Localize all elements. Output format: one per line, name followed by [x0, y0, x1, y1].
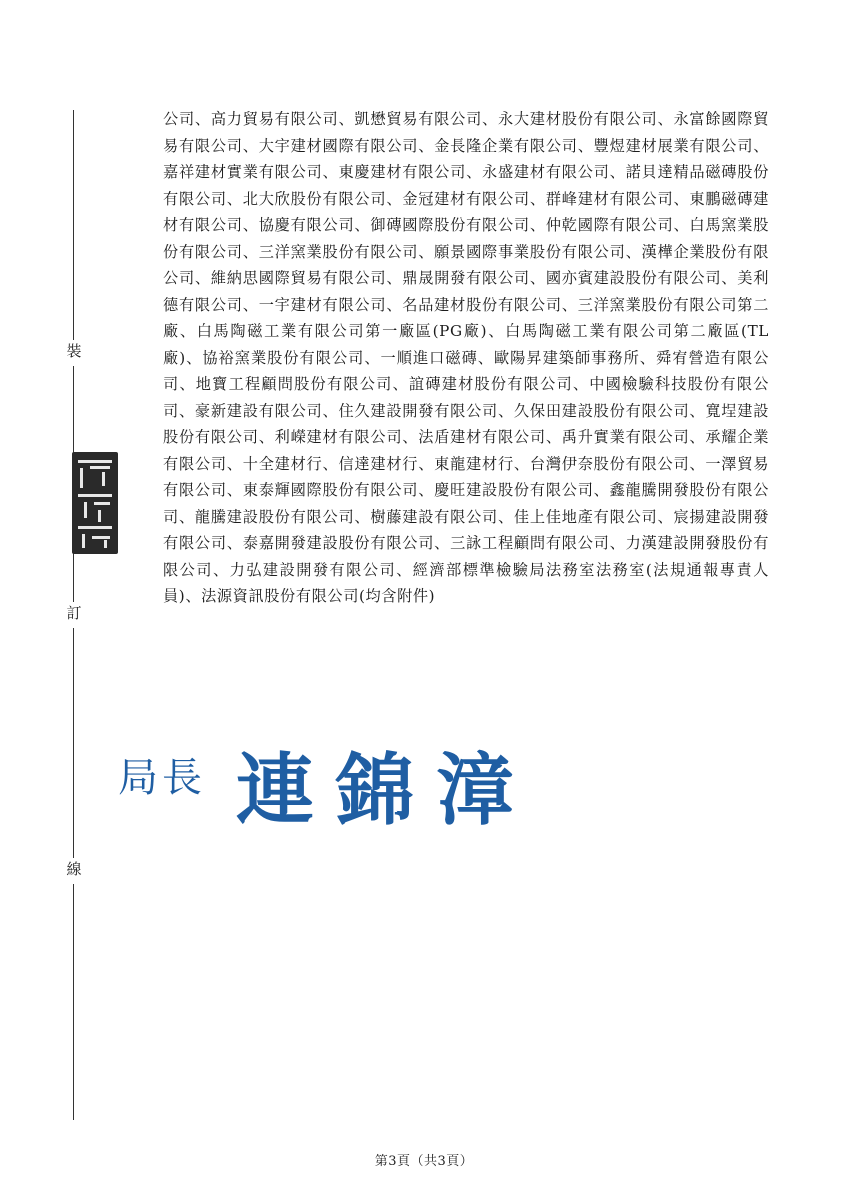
signature-title: 局長 — [118, 755, 206, 801]
binding-mark-xian: 線 — [62, 860, 86, 878]
binding-mark-zhuang: 裝 — [62, 342, 86, 360]
director-signature — [118, 728, 558, 838]
binding-line — [73, 628, 74, 858]
signature-name: 連錦漳 — [236, 745, 537, 836]
page-number: 第3頁（共3頁） — [374, 1154, 474, 1169]
binding-mark-ding: 訂 — [62, 604, 86, 622]
binding-line — [73, 884, 74, 1120]
binding-margin — [62, 110, 86, 1120]
seal-stamp — [72, 452, 118, 554]
binding-line — [73, 110, 74, 340]
recipient-list-text: 公司、高力貿易有限公司、凱懋貿易有限公司、永大建材股份有限公司、永富餘國際貿易有限公司、大宇建材國際有限公司、金長隆企業有限公司、豐煜建材展業有限公司、嘉祥建材實業有限公司、東慶建材有限公司、永盛建材有限公司、諾貝達精品磁磚股份有限公司、北大欣股份有限公司、金冠建材有限公司、群峰建材有限公司、東鵬磁磚建材有限公司、協慶有限公司、御磚國際股份有限公司、仲乾國際有限公司、白馬窯業股份有限公司、三洋窯業股份有限公司、願景國際事業股份有限公司、漢樺企業股份有限公司、維納思國際貿易有限公司、鼎晟開發有限公司、國亦賓建設股份有限公司、美利德有限公司、一宇建材有限公司、名品建材股份有限公司、三洋窯業股份有限公司第二廠、白馬陶磁工業有限公司第一廠區(PG廠)、白馬陶磁工業有限公司第二廠區(TL廠)、協裕窯業股份有限公司、一順進口磁磚、歐陽昇建築師事務所、舜宥營造有限公司、地寶工程顧問股份有限公司、誼磚建材股份有限公司、中國檢驗科技股份有限公司、豪新建設有限公司、住久建設開發有限公司、久保田建設股份有限公司、寬埕建設股份有限公司、利嶸建材有限公司、法盾建材有限公司、禹升實業有限公司、承耀企業有限公司、十全建材行、信達建材行、東龍建材行、台灣伊奈股份有限公司、一澤貿易有限公司、東泰輝國際股份有限公司、慶旺建設股份有限公司、鑫龍騰開發股份有限公司、龍騰建設股份有限公司、樹藤建設有限公司、佳上佳地產有限公司、宸揚建設開發有限公司、泰嘉開發建設股份有限公司、三詠工程顧問有限公司、力漢建設開發股份有限公司、力弘建設開發有限公司、經濟部標準檢驗局法務室法務室(法規通報專責人員)、法源資訊股份有限公司(均含附件) — [163, 110, 769, 605]
